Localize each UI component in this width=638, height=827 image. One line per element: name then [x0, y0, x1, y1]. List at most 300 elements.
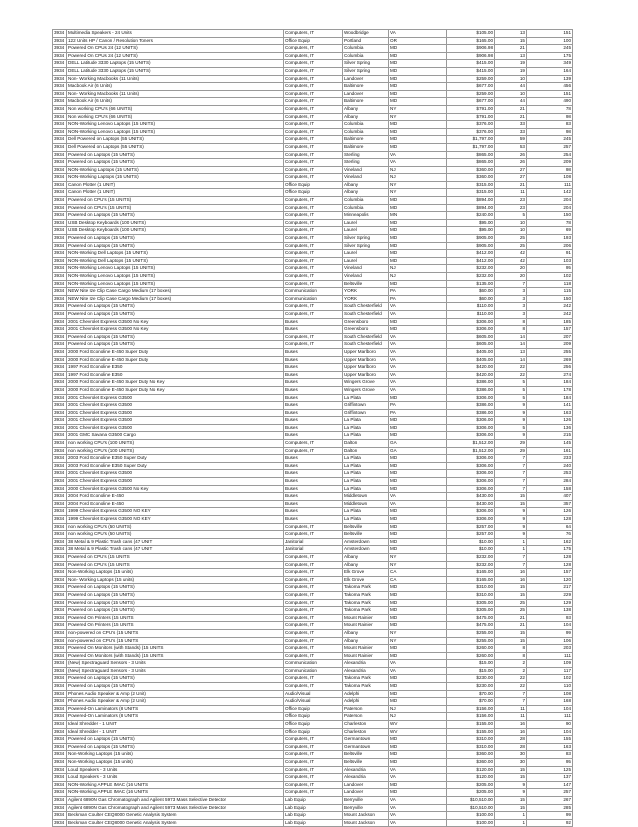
lot-cell[interactable]: 3934 [53, 781, 67, 789]
price-cell[interactable]: $260.00 [447, 652, 495, 660]
city-cell[interactable]: Columbia [343, 52, 389, 60]
state-cell[interactable]: VA [389, 493, 447, 501]
description-cell[interactable]: Ideal Shredder - 1 UNIT [67, 721, 284, 729]
description-cell[interactable]: NON-Working Laptops (15 UNITS) [67, 166, 284, 174]
lot-cell[interactable]: 3934 [53, 683, 67, 691]
city-cell[interactable]: La Plata [343, 470, 389, 478]
qty-cell[interactable]: 16 [495, 728, 527, 736]
price-cell[interactable]: $10,510.00 [447, 804, 495, 812]
description-cell[interactable]: 122 Units HP / Canon / Resolution Toners [67, 37, 284, 45]
state-cell[interactable]: VA [389, 500, 447, 508]
state-cell[interactable]: MD [389, 470, 447, 478]
bids-cell[interactable]: 150 [527, 295, 573, 303]
state-cell[interactable]: VA [389, 151, 447, 159]
category-cell[interactable]: Buses [284, 402, 343, 410]
bids-cell[interactable]: 126 [527, 417, 573, 425]
bids-cell[interactable]: 157 [527, 569, 573, 577]
lot-cell[interactable]: 3934 [53, 105, 67, 113]
description-cell[interactable]: 2001 Chevrolet Express G3500 [67, 470, 284, 478]
category-cell[interactable]: Office Equip [284, 705, 343, 713]
state-cell[interactable]: MD [389, 645, 447, 653]
bids-cell[interactable]: 78 [527, 219, 573, 227]
price-cell[interactable]: $310.00 [447, 736, 495, 744]
lot-cell[interactable]: 3934 [53, 652, 67, 660]
lot-cell[interactable]: 3934 [53, 75, 67, 83]
city-cell[interactable]: Dalton [343, 447, 389, 455]
description-cell[interactable]: Multimedia Speakers - 24 Units [67, 30, 284, 38]
lot-cell[interactable]: 3934 [53, 523, 67, 531]
description-cell[interactable]: Macbook Air (6 Units) [67, 83, 284, 91]
description-cell[interactable]: Loud Speakers - 3 Units [67, 774, 284, 782]
bids-cell[interactable]: 349 [527, 60, 573, 68]
price-cell[interactable]: $15.00 [447, 660, 495, 668]
category-cell[interactable]: Computers, IT [284, 174, 343, 182]
price-cell[interactable]: $306.00 [447, 326, 495, 334]
city-cell[interactable]: Columbia [343, 128, 389, 136]
bids-cell[interactable]: 102 [527, 273, 573, 281]
bids-cell[interactable]: 206 [527, 242, 573, 250]
state-cell[interactable]: MD [389, 622, 447, 630]
bids-cell[interactable]: 108 [527, 690, 573, 698]
description-cell[interactable]: Powered-On Laminators (8 UNITS [67, 713, 284, 721]
price-cell[interactable]: $306.00 [447, 417, 495, 425]
category-cell[interactable]: Buses [284, 516, 343, 524]
state-cell[interactable]: MD [389, 462, 447, 470]
city-cell[interactable]: Beltsville [343, 751, 389, 759]
price-cell[interactable]: $155.00 [447, 721, 495, 729]
description-cell[interactable]: Powered on Laptops (15 UNITS) [67, 333, 284, 341]
qty-cell[interactable]: 21 [495, 181, 527, 189]
lot-cell[interactable]: 3934 [53, 364, 67, 372]
description-cell[interactable]: NON-Working Lenovo Laptops (15 UNITS) [67, 128, 284, 136]
lot-cell[interactable]: 3934 [53, 622, 67, 630]
price-cell[interactable]: $386.00 [447, 402, 495, 410]
price-cell[interactable]: $405.00 [447, 356, 495, 364]
qty-cell[interactable]: 9 [495, 523, 527, 531]
price-cell[interactable]: $205.00 [447, 789, 495, 797]
description-cell[interactable]: Dell Powered on Laptops (55 UNITS) [67, 136, 284, 144]
category-cell[interactable]: Janitorial [284, 546, 343, 554]
description-cell[interactable]: DELL Latitude 3330 Laptops (15 UNITS) [67, 67, 284, 75]
qty-cell[interactable]: 13 [495, 348, 527, 356]
qty-cell[interactable]: 7 [495, 462, 527, 470]
qty-cell[interactable]: 2 [495, 667, 527, 675]
city-cell[interactable]: Beltsville [343, 523, 389, 531]
qty-cell[interactable]: 9 [495, 417, 527, 425]
state-cell[interactable]: MD [389, 280, 447, 288]
category-cell[interactable]: Computers, IT [284, 90, 343, 98]
city-cell[interactable]: Laurel [343, 227, 389, 235]
category-cell[interactable]: Computers, IT [284, 257, 343, 265]
qty-cell[interactable]: 27 [495, 174, 527, 182]
state-cell[interactable]: MD [389, 67, 447, 75]
description-cell[interactable]: USB Desktop Keyboards (100 UNITS) [67, 227, 284, 235]
state-cell[interactable]: MD [389, 516, 447, 524]
state-cell[interactable]: MD [389, 326, 447, 334]
qty-cell[interactable]: 15 [495, 637, 527, 645]
city-cell[interactable]: Greensboro [343, 318, 389, 326]
city-cell[interactable]: Baltimore [343, 136, 389, 144]
qty-cell[interactable]: 3 [495, 310, 527, 318]
category-cell[interactable]: Lab Equip [284, 819, 343, 827]
bids-cell[interactable]: 274 [527, 371, 573, 379]
bids-cell[interactable]: 158 [527, 485, 573, 493]
description-cell[interactable]: 2001 Chevrolet Express G3500 [67, 424, 284, 432]
description-cell[interactable]: NEW Nite Ize Clip Case Cargo Medium (17 boxes) [67, 295, 284, 303]
price-cell[interactable]: $415.00 [447, 60, 495, 68]
description-cell[interactable]: 1999 Chevrolet Express G3500 NO KEY [67, 516, 284, 524]
category-cell[interactable]: Buses [284, 409, 343, 417]
city-cell[interactable]: La Plata [343, 485, 389, 493]
bids-cell[interactable]: 151 [527, 90, 573, 98]
lot-cell[interactable]: 3934 [53, 690, 67, 698]
price-cell[interactable]: $100.00 [447, 819, 495, 827]
category-cell[interactable]: Computers, IT [284, 212, 343, 220]
qty-cell[interactable]: 23 [495, 204, 527, 212]
state-cell[interactable]: MD [389, 485, 447, 493]
price-cell[interactable]: $100.00 [447, 812, 495, 820]
qty-cell[interactable]: 16 [495, 569, 527, 577]
bids-cell[interactable]: 267 [527, 796, 573, 804]
price-cell[interactable]: $430.00 [447, 493, 495, 501]
bids-cell[interactable]: 254 [527, 151, 573, 159]
lot-cell[interactable]: 3934 [53, 667, 67, 675]
price-cell[interactable]: $15.00 [447, 667, 495, 675]
city-cell[interactable]: Alexandria [343, 667, 389, 675]
bids-cell[interactable]: 233 [527, 455, 573, 463]
lot-cell[interactable]: 3934 [53, 30, 67, 38]
category-cell[interactable]: Computers, IT [284, 523, 343, 531]
bids-cell[interactable]: 257 [527, 143, 573, 151]
qty-cell[interactable]: 7 [495, 485, 527, 493]
state-cell[interactable]: MD [389, 455, 447, 463]
bids-cell[interactable]: 138 [527, 607, 573, 615]
lot-cell[interactable]: 3934 [53, 151, 67, 159]
state-cell[interactable]: MD [389, 781, 447, 789]
qty-cell[interactable]: 7 [495, 553, 527, 561]
city-cell[interactable]: Middletown [343, 493, 389, 501]
city-cell[interactable]: Amsterdown [343, 546, 389, 554]
city-cell[interactable]: La Plata [343, 417, 389, 425]
city-cell[interactable]: Silver Spring [343, 242, 389, 250]
price-cell[interactable]: $305.00 [447, 607, 495, 615]
category-cell[interactable]: Computers, IT [284, 159, 343, 167]
qty-cell[interactable]: 16 [495, 576, 527, 584]
description-cell[interactable]: Non-Working Laptops (15 units) [67, 569, 284, 577]
description-cell[interactable]: Non working CPU's (66 UNITS) [67, 105, 284, 113]
description-cell[interactable]: 2004 Ford Econoline E-450 [67, 500, 284, 508]
category-cell[interactable]: Computers, IT [284, 151, 343, 159]
description-cell[interactable]: Ideal Shredder - 1 UNIT [67, 728, 284, 736]
state-cell[interactable]: MD [389, 432, 447, 440]
state-cell[interactable]: MD [389, 143, 447, 151]
city-cell[interactable]: Griffintown [343, 409, 389, 417]
lot-cell[interactable]: 3934 [53, 599, 67, 607]
bids-cell[interactable]: 256 [527, 364, 573, 372]
lot-cell[interactable]: 3934 [53, 67, 67, 75]
qty-cell[interactable]: 21 [495, 105, 527, 113]
lot-cell[interactable]: 3934 [53, 766, 67, 774]
lot-cell[interactable]: 3934 [53, 485, 67, 493]
lot-cell[interactable]: 3934 [53, 98, 67, 106]
price-cell[interactable]: $386.00 [447, 386, 495, 394]
description-cell[interactable]: 1999 Chevrolet Express G3500 NO KEY [67, 508, 284, 516]
lot-cell[interactable]: 3934 [53, 333, 67, 341]
description-cell[interactable]: NON-Working APPLE IMAC (16 UNITS [67, 781, 284, 789]
description-cell[interactable]: 1997 Ford Econoline E350 [67, 371, 284, 379]
city-cell[interactable]: Takoma Park [343, 584, 389, 592]
description-cell[interactable]: 2000 Ford Econoline E-450 Super Duty No Key [67, 386, 284, 394]
lot-cell[interactable]: 3934 [53, 455, 67, 463]
price-cell[interactable]: $865.00 [447, 159, 495, 167]
category-cell[interactable]: Buses [284, 371, 343, 379]
category-cell[interactable]: Computers, IT [284, 128, 343, 136]
lot-cell[interactable]: 3934 [53, 500, 67, 508]
lot-cell[interactable]: 3934 [53, 318, 67, 326]
price-cell[interactable]: $165.00 [447, 37, 495, 45]
category-cell[interactable]: Computers, IT [284, 607, 343, 615]
price-cell[interactable]: $156.00 [447, 705, 495, 713]
qty-cell[interactable]: 15 [495, 37, 527, 45]
description-cell[interactable]: NON-Working Dell Laptops (15 UNITS) [67, 250, 284, 258]
category-cell[interactable]: Computers, IT [284, 440, 343, 448]
lot-cell[interactable]: 3934 [53, 265, 67, 273]
lot-cell[interactable]: 3934 [53, 417, 67, 425]
lot-cell[interactable]: 3934 [53, 516, 67, 524]
state-cell[interactable]: MD [389, 546, 447, 554]
price-cell[interactable]: $420.00 [447, 371, 495, 379]
description-cell[interactable]: 2001 Chevrolet Express G3500 [67, 402, 284, 410]
qty-cell[interactable]: 10 [495, 219, 527, 227]
category-cell[interactable]: Lab Equip [284, 796, 343, 804]
bids-cell[interactable]: 150 [527, 212, 573, 220]
city-cell[interactable]: Columbia [343, 121, 389, 129]
qty-cell[interactable]: 2 [495, 660, 527, 668]
qty-cell[interactable]: 19 [495, 67, 527, 75]
state-cell[interactable]: MD [389, 75, 447, 83]
category-cell[interactable]: Computers, IT [284, 637, 343, 645]
city-cell[interactable]: La Plata [343, 394, 389, 402]
qty-cell[interactable]: 7 [495, 280, 527, 288]
bids-cell[interactable]: 125 [527, 766, 573, 774]
city-cell[interactable]: South Chesterfield [343, 333, 389, 341]
description-cell[interactable]: 2001 Chevrolet Express G3500 No Key [67, 318, 284, 326]
lot-cell[interactable]: 3934 [53, 288, 67, 296]
lot-cell[interactable]: 3934 [53, 576, 67, 584]
bids-cell[interactable]: 284 [527, 478, 573, 486]
qty-cell[interactable]: 9 [495, 516, 527, 524]
category-cell[interactable]: Computers, IT [284, 60, 343, 68]
qty-cell[interactable]: 10 [495, 90, 527, 98]
description-cell[interactable]: Non- Working Macbooks (11 Units) [67, 75, 284, 83]
state-cell[interactable]: NJ [389, 713, 447, 721]
qty-cell[interactable]: 44 [495, 98, 527, 106]
state-cell[interactable]: VA [389, 310, 447, 318]
qty-cell[interactable]: 15 [495, 493, 527, 501]
state-cell[interactable]: NY [389, 561, 447, 569]
city-cell[interactable]: South Chesterfield [343, 341, 389, 349]
city-cell[interactable]: Takoma Park [343, 591, 389, 599]
description-cell[interactable]: Powered-On Laminators (8 UNITS [67, 705, 284, 713]
state-cell[interactable]: MD [389, 584, 447, 592]
description-cell[interactable]: 2000 Ford Econoline E-450 Super Duty No Key [67, 379, 284, 387]
city-cell[interactable]: Sterling [343, 159, 389, 167]
city-cell[interactable]: Alexandria [343, 766, 389, 774]
city-cell[interactable]: Vineland [343, 273, 389, 281]
city-cell[interactable]: Landover [343, 789, 389, 797]
category-cell[interactable]: Computers, IT [284, 774, 343, 782]
state-cell[interactable]: VA [389, 371, 447, 379]
qty-cell[interactable]: 11 [495, 705, 527, 713]
description-cell[interactable]: non working CPU's (100 UNITS) [67, 447, 284, 455]
category-cell[interactable]: Buses [284, 455, 343, 463]
bids-cell[interactable]: 229 [527, 591, 573, 599]
price-cell[interactable]: $165.00 [447, 576, 495, 584]
qty-cell[interactable]: 16 [495, 721, 527, 729]
bids-cell[interactable]: 204 [527, 204, 573, 212]
qty-cell[interactable]: 22 [495, 683, 527, 691]
state-cell[interactable]: MD [389, 736, 447, 744]
qty-cell[interactable]: 25 [495, 599, 527, 607]
qty-cell[interactable]: 21 [495, 113, 527, 121]
description-cell[interactable]: Powered on CPU's (15 UNITS [67, 553, 284, 561]
category-cell[interactable]: Computers, IT [284, 553, 343, 561]
category-cell[interactable]: Office Equip [284, 728, 343, 736]
city-cell[interactable]: Beltsville [343, 280, 389, 288]
description-cell[interactable]: Non- Working Macbooks (11 Units) [67, 90, 284, 98]
state-cell[interactable]: WV [389, 721, 447, 729]
lot-cell[interactable]: 3934 [53, 341, 67, 349]
qty-cell[interactable]: 1 [495, 546, 527, 554]
city-cell[interactable]: Mount Rainier [343, 622, 389, 630]
category-cell[interactable]: Computers, IT [284, 736, 343, 744]
bids-cell[interactable]: 92 [527, 819, 573, 827]
price-cell[interactable]: $306.00 [447, 485, 495, 493]
price-cell[interactable]: $60.00 [447, 295, 495, 303]
city-cell[interactable]: Sterling [343, 151, 389, 159]
city-cell[interactable]: Baltimore [343, 83, 389, 91]
price-cell[interactable]: $360.00 [447, 166, 495, 174]
category-cell[interactable]: Buses [284, 462, 343, 470]
description-cell[interactable]: 2003 Ford Econoline E350 Super Duty [67, 455, 284, 463]
city-cell[interactable]: Baltimore [343, 98, 389, 106]
description-cell[interactable]: NON-Working Dell Laptops (15 UNITS) [67, 257, 284, 265]
city-cell[interactable]: Mount Jackson [343, 819, 389, 827]
category-cell[interactable]: Computers, IT [284, 105, 343, 113]
category-cell[interactable]: Computers, IT [284, 447, 343, 455]
lot-cell[interactable]: 3934 [53, 326, 67, 334]
lot-cell[interactable]: 3934 [53, 113, 67, 121]
city-cell[interactable]: Minneapolis [343, 212, 389, 220]
category-cell[interactable]: Communication [284, 667, 343, 675]
bids-cell[interactable]: 83 [527, 751, 573, 759]
price-cell[interactable]: $475.00 [447, 622, 495, 630]
city-cell[interactable]: Charleston [343, 728, 389, 736]
bids-cell[interactable]: 98 [527, 113, 573, 121]
bids-cell[interactable]: 242 [527, 303, 573, 311]
price-cell[interactable]: $677.00 [447, 83, 495, 91]
qty-cell[interactable]: 26 [495, 159, 527, 167]
qty-cell[interactable]: 20 [495, 273, 527, 281]
qty-cell[interactable]: 7 [495, 690, 527, 698]
category-cell[interactable]: Computers, IT [284, 75, 343, 83]
qty-cell[interactable]: 29 [495, 440, 527, 448]
lot-cell[interactable]: 3934 [53, 432, 67, 440]
description-cell[interactable]: Beckman Coulter CEQ8000 Genetic Analysis System [67, 819, 284, 827]
qty-cell[interactable]: 28 [495, 736, 527, 744]
qty-cell[interactable]: 3 [495, 288, 527, 296]
city-cell[interactable]: Upper Marlboro [343, 356, 389, 364]
lot-cell[interactable]: 3934 [53, 371, 67, 379]
lot-cell[interactable]: 3934 [53, 90, 67, 98]
lot-cell[interactable]: 3934 [53, 204, 67, 212]
bids-cell[interactable]: 161 [527, 447, 573, 455]
lot-cell[interactable]: 3934 [53, 493, 67, 501]
price-cell[interactable]: $70.00 [447, 690, 495, 698]
price-cell[interactable]: $1,797.00 [447, 143, 495, 151]
lot-cell[interactable]: 3934 [53, 440, 67, 448]
description-cell[interactable]: 2001 GMC Savana G3500 Cargo [67, 432, 284, 440]
qty-cell[interactable]: 14 [495, 333, 527, 341]
price-cell[interactable]: $386.00 [447, 409, 495, 417]
category-cell[interactable]: Communication [284, 660, 343, 668]
bids-cell[interactable]: 106 [527, 637, 573, 645]
lot-cell[interactable]: 3934 [53, 447, 67, 455]
city-cell[interactable]: Elk Grove [343, 569, 389, 577]
qty-cell[interactable]: 9 [495, 432, 527, 440]
description-cell[interactable]: Phones Audio Speaker & Amp (2 Unit) [67, 698, 284, 706]
category-cell[interactable]: Computers, IT [284, 204, 343, 212]
price-cell[interactable]: $232.00 [447, 265, 495, 273]
description-cell[interactable]: NON-Working Lenovo Laptops (15 UNITS) [67, 121, 284, 129]
category-cell[interactable]: Computers, IT [284, 599, 343, 607]
lot-cell[interactable]: 3934 [53, 136, 67, 144]
description-cell[interactable]: Powered on Laptops (15 UNITS) [67, 303, 284, 311]
qty-cell[interactable]: 21 [495, 45, 527, 53]
qty-cell[interactable]: 8 [495, 326, 527, 334]
price-cell[interactable]: $605.00 [447, 341, 495, 349]
state-cell[interactable]: MN [389, 212, 447, 220]
state-cell[interactable]: VA [389, 667, 447, 675]
price-cell[interactable]: $1,797.00 [447, 136, 495, 144]
category-cell[interactable]: Office Equip [284, 189, 343, 197]
price-cell[interactable]: $360.00 [447, 174, 495, 182]
category-cell[interactable]: Computers, IT [284, 166, 343, 174]
lot-cell[interactable]: 3934 [53, 478, 67, 486]
lot-cell[interactable]: 3934 [53, 462, 67, 470]
state-cell[interactable]: MD [389, 250, 447, 258]
category-cell[interactable]: Computers, IT [284, 303, 343, 311]
lot-cell[interactable]: 3934 [53, 379, 67, 387]
city-cell[interactable]: Vineland [343, 174, 389, 182]
price-cell[interactable]: $120.00 [447, 766, 495, 774]
description-cell[interactable]: Powered on CPU's (15 UNITS) [67, 197, 284, 205]
price-cell[interactable]: $906.98 [447, 52, 495, 60]
description-cell[interactable]: Non-Working Laptops (15 units) [67, 751, 284, 759]
lot-cell[interactable]: 3934 [53, 591, 67, 599]
state-cell[interactable]: NJ [389, 166, 447, 174]
state-cell[interactable]: VA [389, 348, 447, 356]
description-cell[interactable]: Powered on Laptops (15 UNITS) [67, 743, 284, 751]
qty-cell[interactable]: 25 [495, 607, 527, 615]
bids-cell[interactable]: 78 [527, 105, 573, 113]
qty-cell[interactable]: 44 [495, 83, 527, 91]
price-cell[interactable]: $255.00 [447, 637, 495, 645]
state-cell[interactable]: MD [389, 523, 447, 531]
qty-cell[interactable]: 5 [495, 212, 527, 220]
city-cell[interactable]: Upper Marlboro [343, 348, 389, 356]
city-cell[interactable]: Laurel [343, 219, 389, 227]
